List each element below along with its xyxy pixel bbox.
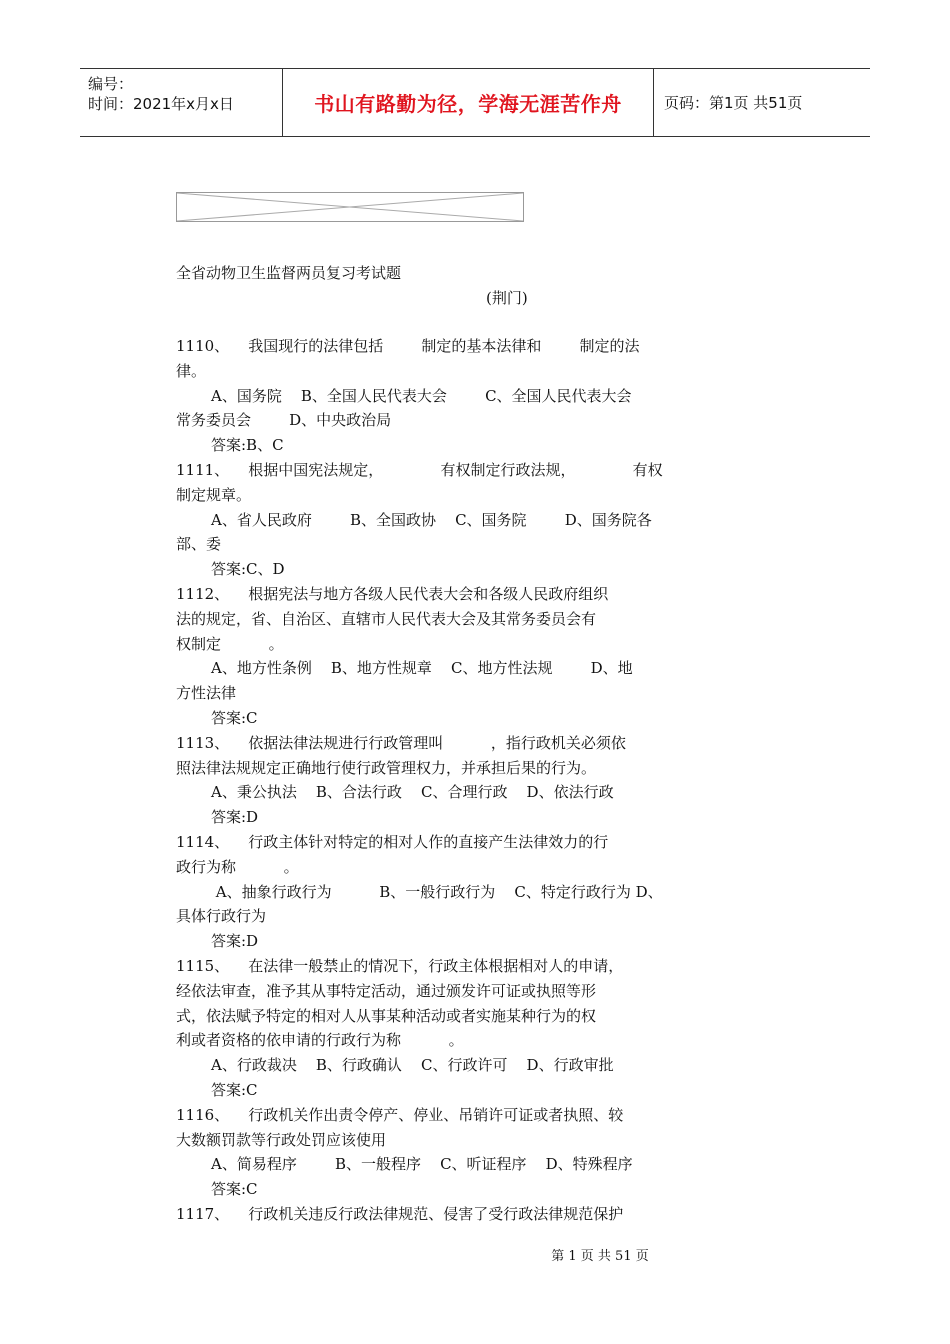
text-line: 大数额罚款等行政处罚应该使用 [176,1130,387,1149]
text-line: 答案:C、D [211,560,285,579]
text-line: A、抽象行政行为 B、一般行政行为 C、特定行政行为 D、 [211,882,663,901]
text-line: 1113、 依据法律法规进行行政管理叫 ，指行政机关必须依 [176,733,626,752]
document-subtitle: (荆门) [486,289,528,307]
text-line: 1110、 我国现行的法律包括 制定的基本法律和 制定的法 [176,337,640,355]
text-line: 照法律法规规定正确地行使行政管理权力，并承担后果的行为。 [176,758,597,777]
text-line: 1114、 行政主体针对特定的相对人作的直接产生法律效力的行 [176,832,609,851]
header-table [80,68,870,137]
text-line: 答案:B、C [211,436,284,455]
header-meta-cell [80,69,283,136]
text-line: A、省人民政府 B、全国政协 C、国务院 D、国务院各 [211,510,652,529]
text-line: 方性法律 [176,684,237,703]
footer-page-number: 第 1 页 共 51 页 [551,1249,649,1264]
text-line: 具体行政行为 [176,907,267,926]
text-line: 制定规章。 [176,485,252,504]
text-line: 1116、 行政机关作出责令停产、停业、吊销许可证或者执照、较 [176,1105,624,1124]
text-line: 式，依法赋予特定的相对人从事某种活动或者实施某种行为的权 [176,1006,597,1025]
text-line: 政行为称 。 [176,857,299,876]
text-line: 答案:C [211,708,258,727]
text-line: 经依法审查，准予其从事特定活动，通过颁发许可证或执照等形 [176,981,597,1000]
text-line: 1112、 根据宪法与地方各级人民代表大会和各级人民政府组织 [176,584,609,603]
text-line: 法的规定，省、自治区、直辖市人民代表大会及其常务委员会有 [176,609,597,628]
header-motto-cell [283,69,654,136]
text-line: 律。 [176,361,207,380]
text-line: 1117、 行政机关违反行政法律规范、侵害了受行政法律规范保护 [176,1204,624,1223]
text-line: A、行政裁决 B、行政确认 C、行政许可 D、行政审批 [211,1056,614,1075]
page-footer [0,1245,950,1264]
text-line: 1111、 根据中国宪法规定， 有权制定行政法规， 有权 [176,460,663,479]
text-line: 答案:D [211,932,259,951]
placeholder-cross-icon [177,193,523,221]
image-placeholder [176,192,524,222]
text-line: 部、委 [176,535,222,554]
text-line: 利或者资格的依申请的行政行为称 。 [176,1031,464,1050]
text-line: A、简易程序 B、一般程序 C、听证程序 D、特殊程序 [211,1155,633,1174]
motto-text: 书山有路勤为径，学海无涯苦作舟 [314,92,622,116]
page-info: 页码：第1页 共51页 [664,94,803,112]
text-line: A、地方性条例 B、地方性规章 C、地方性法规 D、地 [211,659,633,678]
document-title: 全省动物卫生监督两员复习考试题 [176,264,402,282]
text-line: 1115、 在法律一般禁止的情况下，行政主体根据相对人的申请， [176,956,624,975]
text-line: 常务委员会 D、中央政治局 [176,411,392,430]
question-body [176,334,716,1227]
text-line: 答案:C [211,1180,258,1199]
text-line: A、国务院 B、全国人民代表大会 C、全国人民代表大会 [211,386,632,405]
text-line: 答案:C [211,1080,258,1099]
text-line: A、秉公执法 B、合法行政 C、合理行政 D、依法行政 [211,783,614,802]
text-line: 权制定 。 [176,634,284,653]
number-label: 编号： [88,75,134,93]
text-line: 答案:D [211,808,259,827]
date-label: 时间：2021年x月x日 [88,95,234,113]
